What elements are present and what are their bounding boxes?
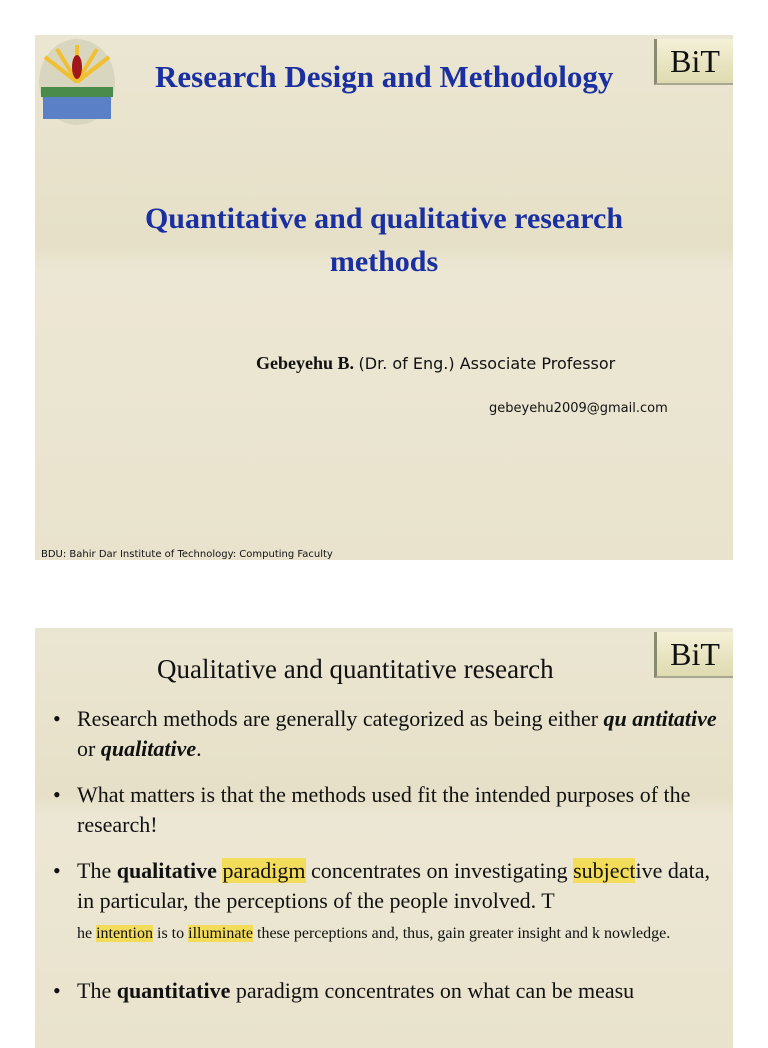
university-logo xyxy=(37,37,117,127)
lecture-title-line2: methods xyxy=(329,245,439,278)
slide-title: Qualitative and quantitative research xyxy=(157,654,554,684)
highlight: paradigm xyxy=(222,858,306,883)
author-details: (Dr. of Eng.) Associate Professor xyxy=(358,354,616,373)
highlight: subject xyxy=(573,858,636,883)
bullet-item: • What matters is that the methods used fit the intended purposes of the research! xyxy=(53,780,723,840)
title-slide xyxy=(35,35,733,560)
lecture-title-line1: Quantitative and qualitative research xyxy=(144,202,624,235)
lecture-title xyxy=(35,197,733,283)
bullet-list xyxy=(53,704,723,1022)
bit-badge: BiT xyxy=(654,39,733,85)
content-slide xyxy=(35,628,733,1048)
highlight: illuminate xyxy=(188,925,253,942)
bit-badge: BiT xyxy=(654,632,733,678)
course-title: Research Design and Methodology xyxy=(155,59,614,94)
author xyxy=(256,353,615,374)
slide-footer: BDU: Bahir Dar Institute of Technology: Computing Faculty xyxy=(41,549,333,560)
author-email: gebeyehu2009@gmail.com xyxy=(489,401,668,416)
highlight: intention xyxy=(96,925,153,942)
bullet-item: • Research methods are generally categorized as being either qu antitative or qualitative. xyxy=(53,704,723,764)
bullet-item: • The qualitative paradigm concentrates on investigating subjective data, in particular, the perceptions of the people involved. T he intention is to illuminate these perceptions and, thus, gain greater insight and k nowledge. xyxy=(53,856,723,946)
author-name: Gebeyehu B. xyxy=(256,353,355,373)
bullet-item: • The quantitative paradigm concentrates on what can be measu xyxy=(53,976,723,1006)
